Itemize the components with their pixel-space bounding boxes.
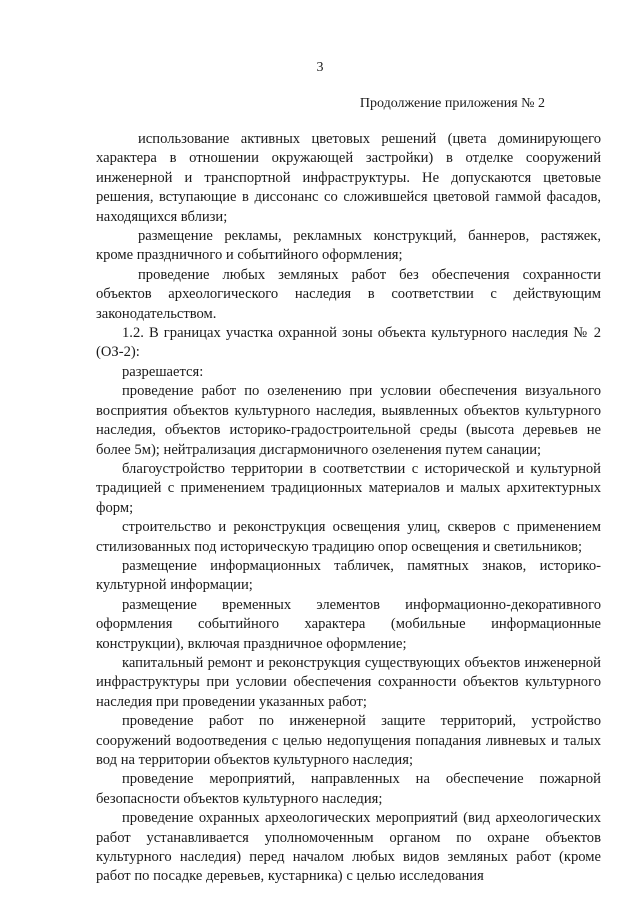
page-number: 3 [316, 60, 324, 75]
paragraph: благоустройство территории в соответствии с исторической и культурной традицией с применением традиционных материалов и малых архитектурных форм; [96, 460, 601, 516]
paragraph: капитальный ремонт и реконструкция существующих объектов инженерной инфраструктуры при условии обеспечения сохранности объектов культурного наследия при проведении указанных работ; [96, 654, 601, 710]
paragraph: проведение охранных археологических мероприятий (вид археологических работ устанавливается уполномоченным органом по охране объектов культурного наследия) перед началом любых видов земляных работ (кроме работ по посадке деревьев, кустарника) с целью исследования [96, 810, 601, 885]
section-heading-1-2: 1.2. В границах участка охранной зоны объекта культурного наследия № 2 (ОЗ-2): [96, 325, 601, 361]
appendix-continuation-label: Продолжение приложения № 2 [359, 96, 545, 111]
paragraph: проведение работ по озеленению при условии обеспечения визуального восприятия объектов культурного наследия, выявленных объектов культурного наследия, объектов историко-градостроительной среды (высота деревьев не более 5м); нейтрализация дисгармоничного озеленения путем санации; [96, 383, 601, 458]
paragraph: использование активных цветовых решений (цвета доминирующего характера в отношении окружающей застройки) в отделке сооружений инженерной и транспортной инфраструктуры. Не допускаются цветовые решения, вступающие в диссонанс со сложившейся цветовой гаммой фасадов, находящихся вблизи; [96, 131, 601, 225]
body-text [96, 130, 601, 887]
paragraph: проведение мероприятий, направленных на обеспечение пожарной безопасности объектов культурного наследия; [96, 771, 601, 807]
paragraph: размещение информационных табличек, памятных знаков, историко-культурной информации; [96, 557, 601, 594]
paragraph: размещение рекламы, рекламных конструкций, баннеров, растяжек, кроме праздничного и событийного оформления; [96, 228, 601, 264]
paragraph: строительство и реконструкция освещения улиц, скверов с применением стилизованных под историческую традицию опор освещения и светильников; [96, 519, 601, 555]
paragraph: разрешается: [122, 363, 204, 380]
paragraph: проведение работ по инженерной защите территорий, устройство сооружений водоотведения с целью недопущения попадания ливневых и талых вод на территории объектов культурного наследия; [96, 713, 601, 768]
paragraph: проведение любых земляных работ без обеспечения сохранности объектов археологического наследия в соответствии с действующим законодательством. [96, 266, 601, 322]
paragraph: размещение временных элементов информационно-декоративного оформления событийного характера (мобильные информационные конструкции), включая праздничное оформление; [96, 596, 601, 652]
